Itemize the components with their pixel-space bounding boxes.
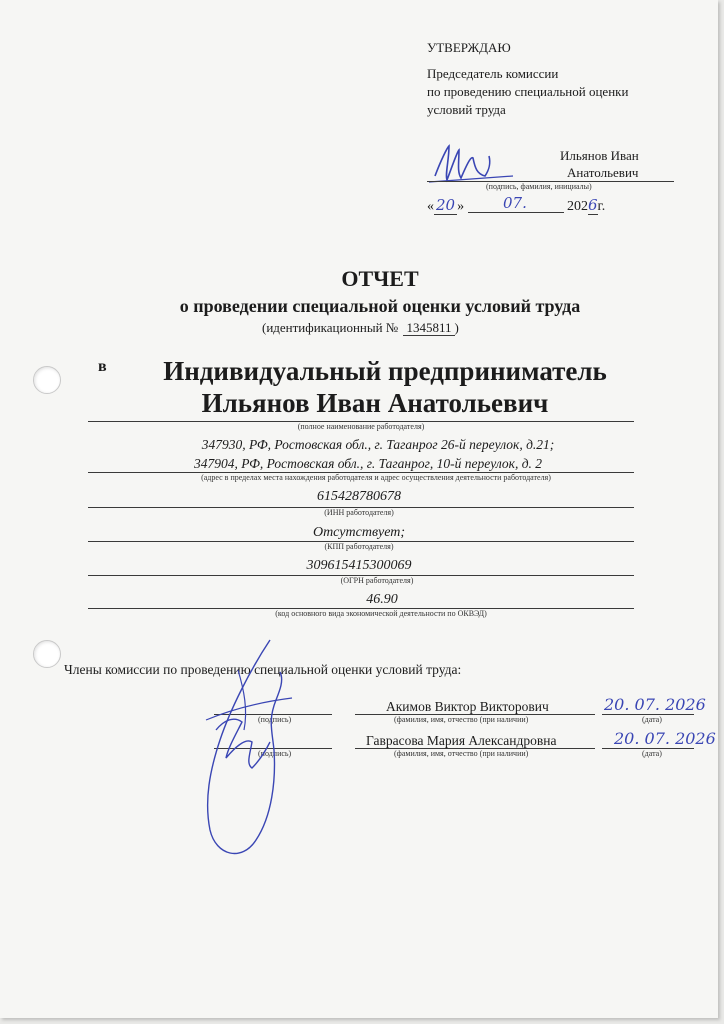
employer-inn-caption: (ИНН работодателя) bbox=[324, 508, 394, 517]
date-day: 20 bbox=[436, 196, 456, 214]
report-title: ОТЧЕТ bbox=[341, 266, 419, 291]
date-year-prefix: 202 bbox=[567, 199, 588, 214]
date-month-line bbox=[468, 212, 564, 213]
approval-role-line1: Председатель комиссии bbox=[427, 66, 559, 81]
employer-inn: 615428780678 bbox=[317, 489, 401, 504]
employer-address-line1: 347930, РФ, Ростовская обл., г. Таганрог 26-й переулок, д.21; bbox=[201, 437, 555, 452]
date-quote-open: « bbox=[427, 199, 434, 214]
date-year bbox=[567, 196, 605, 215]
date-quote-close: » bbox=[457, 199, 465, 214]
employer-name-line2: Ильянов Иван Анатольевич bbox=[201, 388, 549, 418]
approval-heading: УТВЕРЖДАЮ bbox=[427, 40, 511, 55]
employer-prefix: в bbox=[98, 358, 107, 375]
report-id-label: (идентификационный № bbox=[262, 320, 399, 335]
employer-okved: 46.90 bbox=[366, 592, 398, 607]
employer-address-caption: (адрес в пределах места нахождения работодателя и адрес осуществления деятельности работодателя) bbox=[201, 473, 551, 482]
member2-date: 20. 07. 2026 bbox=[614, 729, 716, 748]
member1-name-caption: (фамилия, имя, отчество (при наличии) bbox=[394, 715, 529, 724]
commission-member-signature bbox=[180, 630, 330, 880]
report-id-close: ) bbox=[454, 320, 459, 335]
member1-name: Акимов Виктор Викторович bbox=[386, 699, 549, 714]
approval-role-line3: условий труда bbox=[427, 102, 506, 117]
approval-name-line1: Ильянов Иван bbox=[560, 148, 639, 163]
employer-name-line1: Индивидуальный предприниматель bbox=[163, 356, 607, 386]
date-year-digit: 6 bbox=[588, 196, 598, 214]
member2-date-caption: (дата) bbox=[642, 749, 662, 758]
employer-ogrn: 309615415300069 bbox=[306, 558, 412, 573]
punch-hole-bottom bbox=[33, 640, 61, 668]
commission-heading: Члены комиссии по проведению специальной оценки условий труда: bbox=[64, 662, 462, 677]
member1-date: 20. 07. 2026 bbox=[604, 695, 706, 714]
member2-name-caption: (фамилия, имя, отчество (при наличии) bbox=[394, 749, 529, 758]
report-id bbox=[262, 320, 459, 336]
report-id-number: 1345811 bbox=[403, 320, 454, 336]
employer-address-line2: 347904, РФ, Ростовская обл., г. Таганрог, 10-й переулок, д. 2 bbox=[193, 456, 543, 471]
approval-name-line2: Анатольевич bbox=[567, 165, 639, 180]
approval-date bbox=[427, 196, 464, 215]
employer-kpp-caption: (КПП работодателя) bbox=[324, 542, 394, 551]
approval-signature-caption: (подпись, фамилия, инициалы) bbox=[486, 182, 592, 191]
member2-name: Гаврасова Мария Александровна bbox=[366, 733, 557, 748]
approval-role-line2: по проведению специальной оценки bbox=[427, 84, 629, 99]
report-subtitle: о проведении специальной оценки условий труда bbox=[179, 296, 581, 316]
date-year-suffix: г. bbox=[597, 199, 606, 214]
employer-kpp: Отсутствует; bbox=[312, 525, 406, 540]
member1-signature-caption: (подпись) bbox=[258, 715, 292, 724]
employer-ogrn-caption: (ОГРН работодателя) bbox=[340, 576, 414, 585]
date-month: 07. bbox=[503, 194, 527, 212]
employer-okved-caption: (код основного вида экономической деятельности по ОКВЭД) bbox=[275, 609, 487, 618]
employer-name-caption: (полное наименование работодателя) bbox=[297, 422, 425, 431]
member2-signature-caption: (подпись) bbox=[258, 749, 292, 758]
member1-date-caption: (дата) bbox=[642, 715, 662, 724]
